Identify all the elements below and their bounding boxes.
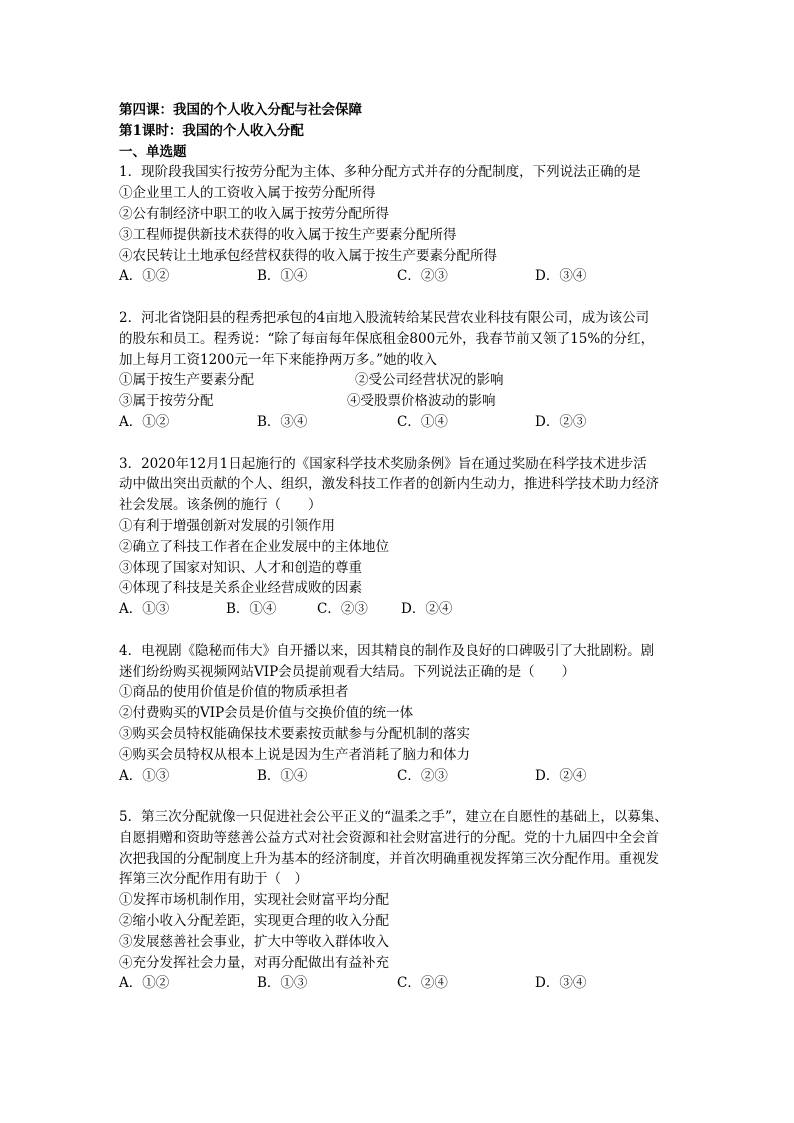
answer-options — [119, 599, 679, 620]
option-d: D．②③ — [535, 413, 587, 430]
question-stem: 5．第三次分配就像一只促进社会公平正义的“温柔之手”，建立在自愿性的基础上，以募集、 — [119, 809, 668, 826]
option-b: B．①③ — [257, 975, 308, 992]
option-b: B．③④ — [257, 413, 308, 430]
option-a: A．①② — [119, 413, 170, 430]
question-stem: 迷们纷纷购买视频网站VIP会员提前观看大结局。下列说法正确的是（ ） — [119, 663, 576, 680]
question-3 — [119, 454, 679, 620]
option-d: D．③④ — [535, 268, 587, 285]
statement-item: ①属于按生产要素分配 — [119, 372, 254, 389]
option-b: B．①④ — [226, 601, 277, 618]
answer-options — [119, 266, 679, 287]
statement-item: ④体现了科技是关系企业经营成败的因素 — [119, 580, 362, 597]
option-c: C．②④ — [397, 975, 448, 992]
statement-item: ①发挥市场机制作用，实现社会财富平均分配 — [119, 892, 389, 909]
statement-item: ①商品的使用价值是价值的物质承担者 — [119, 684, 349, 701]
question-stem: 4．电视剧《隐秘而伟大》自开播以来，因其精良的制作及良好的口碑吸引了大批剧粉。剧 — [119, 642, 655, 659]
option-c: C．②③ — [397, 268, 448, 285]
statement-item: ①企业里工人的工资收入属于按劳分配所得 — [119, 185, 376, 202]
statement-item: ③属于按劳分配 — [119, 393, 214, 410]
question-4 — [119, 641, 679, 787]
spacer — [119, 786, 679, 807]
question-stem: 3．2020年12月1日起施行的《国家科学技术奖励条例》旨在通过奖励在科学技术进步活 — [119, 455, 647, 472]
option-d: D．③④ — [535, 975, 587, 992]
answer-options — [119, 412, 679, 433]
answer-options — [119, 973, 679, 994]
spacer — [119, 287, 679, 308]
statement-item: ④农民转让土地承包经营权获得的收入属于按生产要素分配所得 — [119, 247, 497, 264]
statement-item: ③发展慈善社会事业，扩大中等收入群体收入 — [119, 933, 389, 950]
question-stem: 1．现阶段我国实行按劳分配为主体、多种分配方式并存的分配制度，下列说法正确的是 — [119, 164, 641, 181]
spacer — [119, 620, 679, 641]
section-title: 第1课时：我国的个人收入分配 — [119, 122, 304, 139]
statement-item: ③工程师提供新技术获得的收入属于按生产要素分配所得 — [119, 226, 457, 243]
statement-item: ④购买会员特权从根本上说是因为生产者消耗了脑力和体力 — [119, 746, 470, 763]
statement-item: ②受公司经营状况的影响 — [355, 372, 504, 389]
statement-item: ②公有制经济中职工的收入属于按劳分配所得 — [119, 205, 389, 222]
statement-item: ③购买会员特权能确保技术要素按贡献参与分配机制的落实 — [119, 725, 470, 742]
statement-item: ④充分发挥社会力量，对再分配做出有益补充 — [119, 954, 389, 971]
option-c: C．②③ — [397, 767, 448, 784]
option-a: A．①③ — [119, 767, 170, 784]
question-5 — [119, 807, 679, 994]
question-stem: 次把我国的分配制度上升为基本的经济制度，并首次明确重视发挥第三次分配作用。重视发 — [119, 850, 659, 867]
question-stem: 动中做出突出贡献的个人、组织，激发科技工作者的创新内生动力，推进科学技术助力经济 — [119, 476, 659, 493]
statement-item: ②付费购买的VIP会员是价值与交换价值的统一体 — [119, 705, 414, 722]
question-stem: 的股东和员工。程秀说：“除了每亩每年保底租金800元外，我春节前又领了15%的分红， — [119, 330, 655, 347]
statement-item: ①有利于增强创新对发展的引领作用 — [119, 517, 335, 534]
part-title: 一、单选题 — [119, 143, 187, 160]
statement-item: ③体现了国家对知识、人才和创造的尊重 — [119, 559, 362, 576]
statement-item: ④受股票价格波动的影响 — [347, 393, 496, 410]
option-c: C．①④ — [397, 413, 448, 430]
question-2 — [119, 308, 679, 433]
statement-item: ②确立了科技工作者在企业发展中的主体地位 — [119, 538, 389, 555]
question-stem: 挥第三次分配作用有助于（ ） — [119, 871, 308, 888]
question-stem: 2．河北省饶阳县的程秀把承包的4亩地入股流转给某民营农业科技有限公司，成为该公司 — [119, 309, 650, 326]
option-d: D．②④ — [535, 767, 587, 784]
lesson-title: 第四课：我国的个人收入分配与社会保障 — [119, 102, 362, 118]
question-stem: 自愿捐赠和资助等慈善公益方式对社会资源和社会财富进行的分配。党的十九届四中全会首 — [119, 829, 659, 846]
answer-options — [119, 766, 679, 787]
question-stem: 社会发展。该条例的施行（ ） — [119, 497, 322, 514]
option-a: A．①③ — [119, 601, 170, 618]
option-d: D．②④ — [401, 601, 453, 618]
statement-row — [119, 391, 679, 412]
question-1 — [119, 162, 679, 287]
question-stem: 加上每月工资1200元一年下来能挣两万多。”她的收入 — [119, 351, 438, 368]
option-a: A．①② — [119, 268, 170, 285]
document-content — [119, 100, 679, 994]
statement-row — [119, 370, 679, 391]
option-c: C．②③ — [317, 601, 368, 618]
statement-item: ②缩小收入分配差距，实现更合理的收入分配 — [119, 913, 389, 930]
spacer — [119, 433, 679, 454]
option-a: A．①② — [119, 975, 170, 992]
option-b: B．①④ — [257, 767, 308, 784]
option-b: B．①④ — [257, 268, 308, 285]
